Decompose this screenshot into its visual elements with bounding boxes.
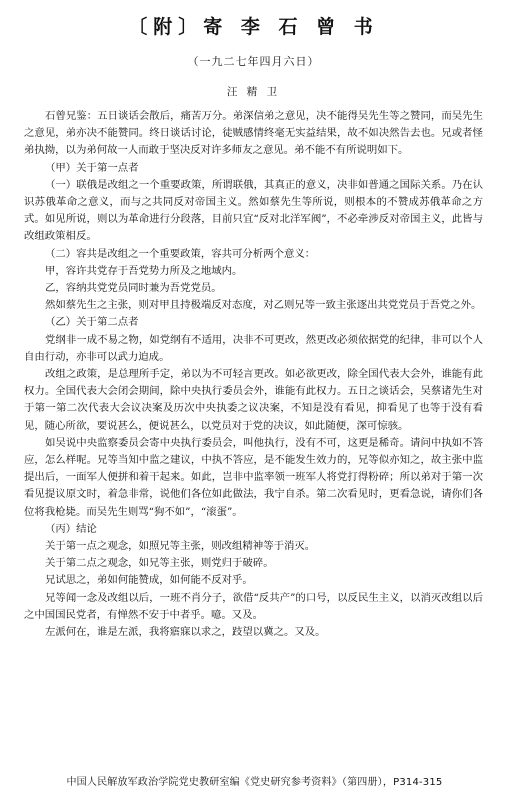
paragraph-conclusion-one: 关于第一点之观念，如照兄等主张，则改组精神等于消灭。 — [45, 540, 316, 553]
paragraph-postscript-one: 兄等闻一念及改组以后，一班不肖分子，欲借“反共产”的口号，以反民生主义，以消灭改组以后之中国国民党者，有惮然不安于中者乎。噫。又及。 — [24, 591, 483, 621]
paragraph-reorganization-policy: 改组之政策，是总理所手定，弟以为不可轻言更改。如必欲更改，除全国代表大会外，谁能有此权力。全国代表大会闭会期间，除中央执行委员会外，谁能有此权力。五日之谈话会，吴蔡诸先生对于第一第二次代表大会议决案及历次中央执委之议决案，不知是没有看见，抑看见了也等于没有看见，随心所欲，要说甚么，便说甚么，以党员对于党的决议，如此随便，深可惊骇。 — [24, 368, 483, 432]
paragraph-lian-e: （一）联俄是改组之一个重要政策，所谓联俄，其真正的意义，决非如普通之国际关系。乃在认识苏俄革命之意义，而与之共同反对帝国主义。然如蔡先生等所说，则根本的不赞成苏俄革命之方式。如见所说，则以为革命进行分段落，目前只宜“反对北洋军阀”，不必牵涉反对帝国主义，此皆与改组政策相反。 — [24, 178, 483, 243]
paragraph-item-jia: 甲，容许共党存于吾党势力所及之地域内。 — [45, 264, 243, 277]
letter-body — [24, 108, 483, 641]
paragraph-supervisory-committee: 如吴说中央监察委员会寄中央执行委员会，叫他执行，没有不可，这更是稀奇。请问中执如不答应，怎么样呢。兄等当知中监之建议，中执不答应，是不能发生效力的，兄等似亦知之，故主张中监提出后，一面军人便拼和着干起来。如此，岂非中监率领一班军人将党打得粉碎；所以弟对于第一次看见提议原文时，着急非常，说他们各位如此做法，我宁自杀。第二次看见时，更看急说，请你们各位将我枪毙。而吴先生则骂“狗不如”，“滚蛋”。 — [24, 436, 483, 518]
paragraph-salutation: 石曾兄鉴：五日谈话会散后，痛苦万分。弟深信弟之意见，决不能得吴先生等之赞同，而吴先生之意见，弟亦决不能赞同。终日谈话讨论，徒贼感情终毫无实益结果，故不如决然告去也。兄或者怪弟执拗，以为弟何故一人而敢于坚决反对许多师友之意见。弟不能不有所说明如下。 — [24, 110, 483, 157]
source-citation: 中国人民解放军政治学院党史教研室编《党史研究参考资料》（第四册），P314-315 — [66, 777, 443, 788]
paragraph-party-program: 党纲非一成不易之物，如党纲有不适用，决非不可更改，然更改必须依据党的纪律，非可以个人自由行动，亦非可以武力迫成。 — [24, 333, 483, 363]
paragraph-cai-position: 然如蔡先生之主张，则对甲且持极端反对态度，对乙则兄等一致主张逐出共党党员于吾党之外。 — [45, 299, 482, 312]
section-heading-bing: （丙）结论 — [45, 522, 97, 535]
letter-title: 〔附〕寄 李 石 曾 书 — [128, 16, 379, 38]
paragraph-postscript-two: 左派何在，谁是左派，我将寤寐以求之，跂望以冀之。又及。 — [45, 626, 326, 639]
paragraph-conclusion-two: 关于第二点之观念，如兄等主张，则党归于破碎。 — [45, 557, 274, 570]
paragraph-item-yi: 乙，容纳共党党员同时兼为吾党党员。 — [45, 282, 222, 295]
paragraph-rong-gong: （二）容共是改组之一个重要政策，容共可分析两个意义： — [45, 247, 316, 260]
section-heading-yi: （乙）关于第二点者 — [45, 316, 139, 329]
letter-date: （一九二七年四月六日） — [187, 55, 320, 68]
section-heading-jia: （甲）关于第一点者 — [45, 161, 139, 174]
paragraph-conclusion-three: 兄试思之，弟如何能赞成，如何能不反对乎。 — [45, 574, 253, 587]
letter-author: 汪 精 卫 — [226, 86, 281, 98]
